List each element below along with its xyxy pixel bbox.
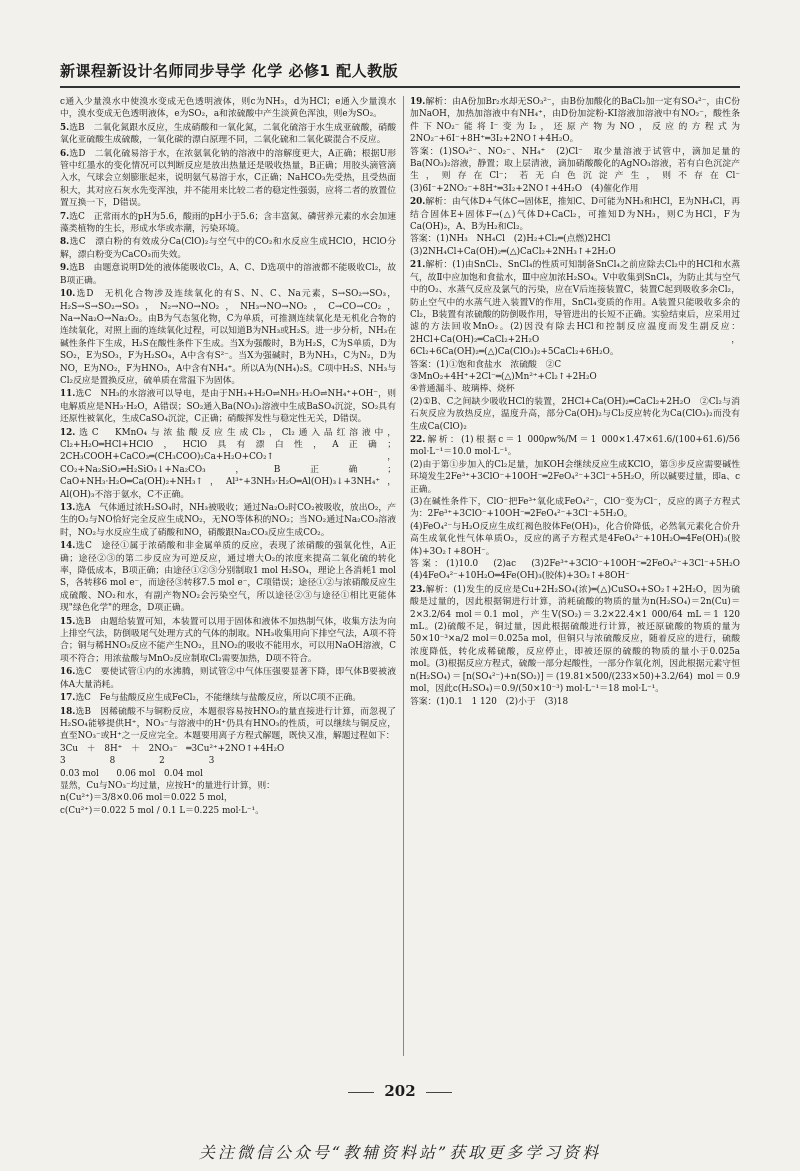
answer-text: 选D 二氧化硫易溶于水，在浓氨氧化钠的溶液中的溶解度更大，A正确；根据U形管中红墨水的变化情况可以判断反应是放出热量还是吸收热量，B正确；用胶头滴管滴入水，气球会立刻膨胀起来，说明氨气易溶于水，C正确；NaHCO₃先受热，且受热面积大，其对应石灰水先变浑浊，并不能用来比较二者的稳定性强弱，应将二者的放置位置互换一下，D错误。 (60, 148, 396, 209)
page-header: 新课程新设计名师同步导学 化学 必修1 配人教版 (60, 62, 399, 80)
answer-item (410, 196, 740, 258)
answer-number: 17. (60, 693, 76, 704)
answer-text: 选C 途径①属于浓硝酸和非金属单质的反应，表现了浓硝酸的强氧化性，A正确；途径②③的第二步反应为可逆反应，通过增大O₂的浓度来提高二氧化硫的转化率，降低成本，B项正确；由途径①②③分别制取1 mol H₂SO₄，理论上各消耗1 mol S，各转移6 mol e⁻，而途径③转移7.5 mol e⁻，C项错误；途径①②与浓硝酸反应生成硫酸、NO₂和水，有副产物NO₂会污染空气，所以途径②③与途径①相比更能体现"绿色化学"的理念，D项正确。 (60, 541, 399, 614)
answer-number: 10. (60, 289, 76, 300)
column-divider (403, 96, 404, 1056)
answer-number: 19. (410, 97, 426, 107)
answer-text: 选C 正常雨水的pH为5.6，酸雨的pH小于5.6；含丰富氮、磷营养元素的水会加速藻类植物的生长，形成水华或赤潮，污染环境。 (60, 211, 396, 235)
answer-item (60, 706, 396, 818)
answer-text: 选A 气体通过浓H₂SO₄时，NH₃被吸收；通过Na₂O₂时CO₂被吸收，放出O₂，产生的O₂与NO恰好完全反应生成NO₂，无NO等体积的NO₂；当NO₂通过Na₂CO₃溶液时，NO₂与水反应生成了硝酸和NO，硝酸跟Na₂CO₃反应生成CO₂。 (60, 503, 396, 538)
answer-number: 12. (60, 427, 76, 438)
answer-item (60, 427, 396, 501)
answer-text: 解析：(1)发生的反应是Cu+2H₂SO₄(浓)═(△)CuSO₄+SO₂↑+2H₂O，因为硫酸是过量的，因此根据铜进行计算，消耗硫酸的物质的量为n(H₂SO₄)＝2n(Cu)＝2×3.2/64 mol＝0.1 mol，产生V(SO₂)＝3.2×22.4×1 000/64 mL＝1 120 mL。(2)硫酸不足，铜过量，因此根据硫酸进行计算，被还原硫酸的物质的量为50×10⁻³×a/2 mol＝0.025a mol，但铜只与浓硫酸反应，随着反应的进行，硫酸浓度降低，转化成稀硫酸，反应停止，即被还原的硫酸的物质的量小于0.025a mol。(3)根据反应方程式，硫酸一部分起酸性，一部分作氧化剂，因此根据元素守恒n(H₂SO₄)＝[n(SO₄²⁻)+n(SO₂)]＝(19.81×500/(233×50)+3.2/64) mol＝0.9 mol，因此c(H₂SO₄)＝0.9/(50×10⁻³) mol·L⁻¹＝18 mol·L⁻¹。 答案：(1)0.1 1 120 (2)小于 (3)18 (410, 584, 740, 707)
answer-item (60, 262, 396, 287)
answer-number: 22. (410, 434, 426, 445)
answer-number: 7. (60, 211, 70, 222)
answer-item (60, 148, 396, 210)
answer-number: 15. (60, 616, 76, 627)
answer-text: c通入少量溴水中使溴水变成无色透明液体，则c为NH₃，d为HCl；e通入少量溴水中，溴水变成无色透明液体，e为SO₂，a和浓硫酸中产生淡黄色浑浊，则e为SO₂。 (60, 97, 396, 120)
answer-number: 6. (60, 148, 70, 159)
answer-number: 5. (60, 122, 70, 133)
answer-number: 8. (60, 237, 70, 248)
answer-item (60, 236, 396, 261)
answer-item (60, 96, 396, 121)
answer-text: 选B 由题给装置可知，本装置可以用于固体和液体不加热制气体，收集方法为向上排空气法，防倒吸尾气处理方式的气体的制取。NH₃收集用向下排空气法，A项不符合；铜与稀HNO₃反应不能产生NO₂，且NO₂的吸收不能用水，可以用NaOH溶液，C项不符合；用浓盐酸与MnO₂反应制取Cl₂需要加热，D项不符合。 (60, 616, 396, 664)
answer-text: 选B 由题意说明D处的液体能吸收Cl₂，A、C、D选项中的溶液都不能吸收Cl₂，故B项正确。 (60, 263, 396, 286)
answer-text: 选B 因稀硫酸不与铜粉反应，本题很容易按HNO₃的量直接进行计算，而忽视了H₂SO₄能够提供H⁺，NO₃⁻与溶液中的H⁺仍具有HNO₃的性质，可以继续与铜反应，直至NO₃⁻或H⁺之一反应完全。本题要用离子方程式解题，既快又准，解题过程如下： 3Cu ＋ 8H⁺ ＋ 2NO₃⁻ ═3Cu²⁺+2NO↑+4H₂O 3 8 2 3 0.03 mol 0.06 mol 0.04 mol 显然，Cu与NO₃⁻均过量，应按H⁺的量进行计算，则： n(Cu²⁺)＝3/8×0.06 mol＝0.022 5 mol， c(Cu²⁺)＝0.022 5 mol / 0.1 L＝0.225 mol·L⁻¹。 (60, 706, 396, 816)
left-column (60, 96, 399, 1056)
answer-number: 20. (410, 197, 426, 208)
answer-item (60, 540, 399, 614)
answer-text: 选C 漂白粉的有效成分Ca(ClO)₂与空气中的CO₂和水反应生成HClO，HClO分解，漂白粉变为CaCO₃而失效。 (60, 237, 396, 260)
answer-number: 18. (60, 706, 76, 717)
answer-item (60, 692, 396, 704)
answer-number: 11. (60, 389, 76, 400)
answer-item (410, 259, 740, 433)
answer-item (60, 616, 396, 666)
answer-number: 21. (410, 260, 426, 271)
answer-text: 解析：由A份加Br₂水却无SO₃²⁻，由B份加酸化的BaCl₂加一定有SO₄²⁻，由C份加NaOH，加热加溶液中有NH₄⁺，由D份加淀粉-KI溶液加溶液中有NO₂⁻，酸性条件下NO₂⁻能将I⁻变为I₂，还原产物为NO，反应的方程式为2NO₂⁻+6I⁻+8H⁺═3I₂+2NO↑+4H₂O。 答案：(1)SO₄²⁻、NO₂⁻、NH₄⁺ (2)Cl⁻ 取少量溶液于试管中，滴加足量的Ba(NO₃)₂溶液，静置；取上层清液，滴加硝酸酸化的AgNO₃溶液，若有白色沉淀产生，则存在Cl⁻；若无白色沉淀产生，则不存在Cl⁻ (3)6I⁻+2NO₂⁻+8H⁺═3I₂+2NO↑+4H₂O (4)催化作用 (410, 97, 740, 194)
footer-note: 关注微信公众号“教辅资料站”获取更多学习资料 (198, 1143, 602, 1162)
answer-text: 选C NH₃的水溶液可以导电，是由于NH₃+H₂O⇌NH₃·H₂O⇌NH₄⁺+OH⁻，则电解质应是NH₃·H₂O，A错误；SO₂通入Ba(NO₃)₂溶液中生成BaSO₄沉淀，SO₂具有还原性被氧化，生成CaSO₄沉淀，C正确；硝酸挥发性与稳定性无关，D错误。 (60, 389, 396, 425)
answer-text: 选C KMnO₄与浓盐酸反应生成Cl₂，Cl₂通入品红溶液中，Cl₂+H₂O═HCl+HClO，HClO具有漂白性，A正确；2CH₃COOH+CaCO₃═(CH₃COO)₂Ca+H₂O+CO₂↑，CO₂+Na₂SiO₃═H₂SiO₃↓+Na₂CO₃，B正确；CaO+NH₃·H₂O═Ca(OH)₂+NH₃↑，Al³⁺+3NH₃·H₂O═Al(OH)₃↓+3NH₄⁺，Al(OH)₃不溶于氨水，C不正确。 (60, 427, 396, 500)
answer-item (60, 211, 396, 236)
answer-text: 解析：(1)由SnCl₂、SnCl₄的性质可知制备SnCl₄之前应除去Cl₂中的HCl和水蒸气，故Ⅱ中应加饱和食盐水，Ⅲ中应加浓H₂SO₄。Ⅴ中收集到SnCl₄，为防止其与空气中的O₂、水蒸气反应及氯气的污染，应在Ⅴ后连接装置C，装置C起到吸收多余Cl₂，防止空气中的水蒸气进入装置Ⅴ的作用，SnCl₄变质的作用。A装置只能吸收多余的Cl₂，B装置有浓硫酸的防倒吸作用，导管进出的长短不正确。实验结束后，应采用过滤的方法回收MnO₂。(2)因没有除去HCl和控制反应温度而发生副反应：2HCl+Ca(OH)₂═CaCl₂+2H₂O，6Cl₂+6Ca(OH)₂═(△)Ca(ClO₃)₂+5CaCl₂+6H₂O。 答案：(1)①饱和食盐水 浓硫酸 ②C ③MnO₂+4H⁺+2Cl⁻═(△)Mn²⁺+Cl₂↑+2H₂O ④普通漏斗、玻璃棒、烧杯 (2)①B、C之间缺少吸收HCl的装置，2HCl+Ca(OH)₂═CaCl₂+2H₂O ②Cl₂与消石灰反应为放热反应，温度升高，部分Ca(OH)₂与Cl₂反应转化为Ca(ClO₃)₂而没有生成Ca(ClO)₂ (410, 260, 740, 432)
answer-item (60, 502, 396, 539)
answer-text: 选C Fe与盐酸反应生成FeCl₂，不能继续与盐酸反应，所以C项不正确。 (75, 693, 362, 704)
answer-item (60, 288, 396, 387)
answer-text: 解析：由气体D+气体C→固体E，推知C、D可能为NH₃和HCl，E为NH₄Cl，再结合固体E+固体F→(△)气体D+CaCl₂，可推知D为NH₃，则C为HCl，F为Ca(OH)₂，A、B为H₂和Cl₂。 答案：(1)NH₃ NH₄Cl (2)H₂+Cl₂═(点燃)2HCl (3)2NH₄Cl+Ca(OH)₂═(△)CaCl₂+2NH₃↑+2H₂O (410, 197, 740, 257)
answer-text: 选C 要使试管①内的水沸腾，则试管②中气体压强要显著下降，即气体B要被液体A大量消耗。 (60, 667, 396, 690)
answer-item (410, 434, 740, 583)
answer-item (60, 122, 396, 147)
right-column (410, 96, 740, 1056)
page-number: 202 (0, 1082, 800, 1100)
answer-text: 解析：(1)根据c＝1 000ρw%/M＝1 000×1.47×61.6/(100+61.6)/56 mol·L⁻¹＝10.0 mol·L⁻¹。 (2)由于第①步加入的Cl₂足量，加KOH会继续反应生成KClO，第③步反应需要碱性环境发生2Fe³⁺+3ClO⁻+10OH⁻═2FeO₄²⁻+3Cl⁻+5H₂O，所以碱要过量，即a、c正确。 (3)在碱性条件下，ClO⁻把Fe³⁺氧化成FeO₄²⁻，ClO⁻变为Cl⁻，反应的离子方程式为：2Fe³⁺+3ClO⁻+10OH⁻═2FeO₄²⁻+3Cl⁻+5H₂O。 (4)FeO₄²⁻与H₂O反应生成红褐色胶体Fe(OH)₃，化合价降低，必然氧元素化合价升高生成氧化性气体单质O₂，反应的离子方程式是4FeO₄²⁻+10H₂O═4Fe(OH)₃(胶体)+3O₂↑+8OH⁻。 答案：(1)10.0 (2)ac (3)2Fe³⁺+3ClO⁻+10OH⁻═2FeO₄²⁻+3Cl⁻+5H₂O (4)4FeO₄²⁻+10H₂O═4Fe(OH)₃(胶体)+3O₂↑+8OH⁻ (410, 434, 740, 582)
answer-item (410, 584, 740, 708)
header-rule (60, 86, 740, 88)
answer-item (410, 96, 740, 195)
answer-item (60, 666, 396, 691)
answer-number: 23. (410, 584, 426, 595)
answer-text: 选D 无机化合物涉及连续氧化的有S、N、C、Na元素，S→SO₂→SO₃，H₂S→S→SO₂→SO₃，N₂→NO→NO₂，NH₃→NO→NO₂，C→CO→CO₂，Na→Na₂O→Na₂O₂。由B为气态氢化物，C为单质，可推测连续氧化是无机化合物的连续氧化，对照上面的连续氧化过程，可以知道B为NH₃或H₂S。进一步分析，NH₃在碱性条件下生成，H₂S在酸性条件下生成。当X为强酸时，B为H₂S，C为S单质，D为SO₂，E为SO₃，F为H₂SO₄，A中含有S²⁻。当X为强碱时，B为NH₃，C为N₂，D为NO，E为NO₂，F为HNO₃，A中含有NH₄⁺。所以A为(NH₄)₂S。C项中H₂S、NH₃与Cl₂反应是置换反应，硫单质在常温下为固体。 (60, 289, 396, 386)
answer-number: 13. (60, 503, 76, 513)
answer-number: 16. (60, 667, 76, 678)
answer-number: 9. (60, 263, 70, 274)
answer-number: 14. (60, 541, 76, 552)
answer-item (60, 388, 396, 425)
answer-text: 选B 二氧化氮跟水反应，生成硝酸和一氧化氮，二氧化硫溶于水生成亚硫酸，硝酸氧化亚硫酸生成硫酸，一氧化碳的漂白原理不同，二氧化硫和二氧化碳混合不反应。 (60, 122, 396, 146)
